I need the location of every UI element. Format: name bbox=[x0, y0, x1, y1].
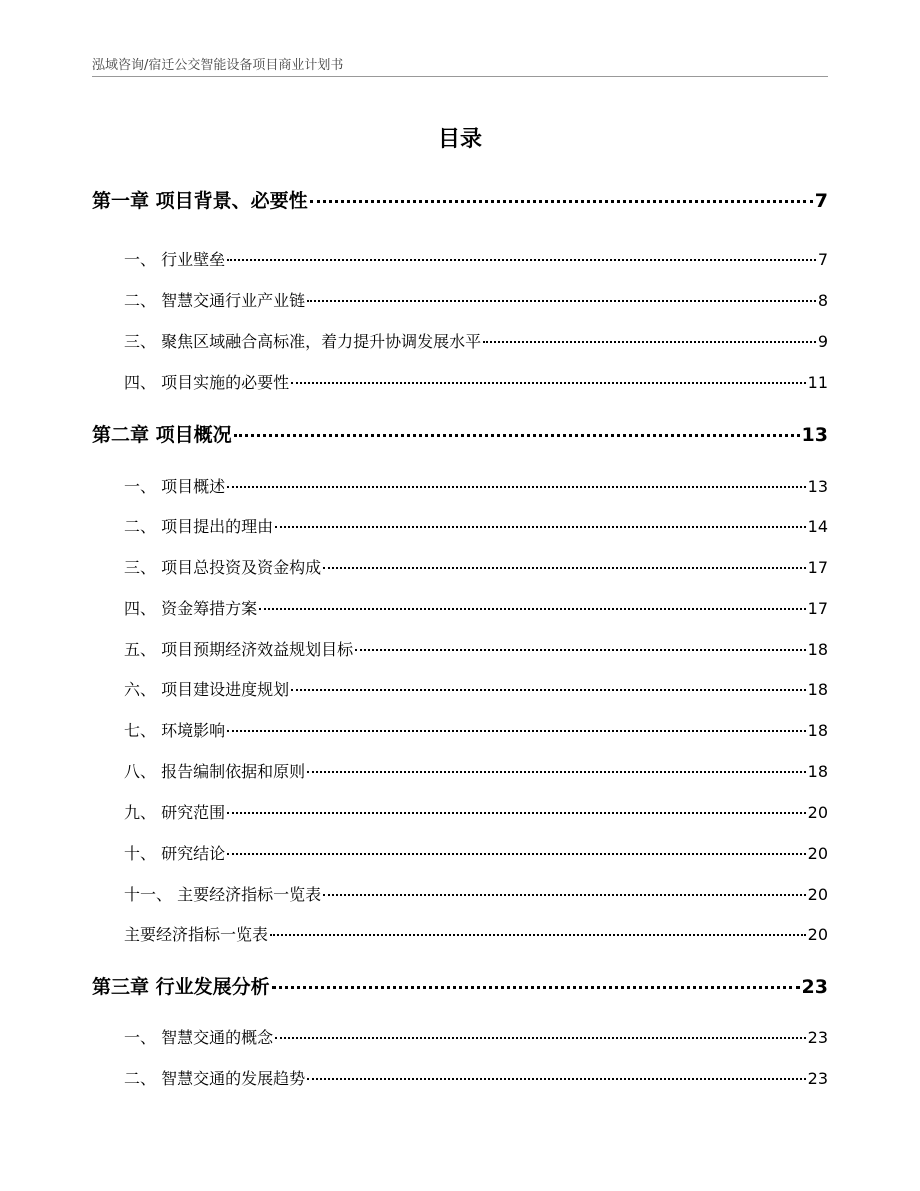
toc-entry-chapter[interactable] bbox=[92, 972, 828, 999]
toc-entry-section[interactable] bbox=[92, 329, 828, 352]
toc-entry-page: 20 bbox=[807, 844, 828, 863]
toc-entry-page: 20 bbox=[807, 885, 828, 904]
toc-entry-label: 二、 智慧交通的发展趋势 bbox=[124, 1069, 306, 1088]
toc-entry-label: 第三章 行业发展分析 bbox=[92, 976, 270, 998]
toc-entry-chapter[interactable] bbox=[92, 420, 828, 447]
toc-leader-dots bbox=[259, 608, 806, 610]
toc-leader-dots bbox=[275, 526, 806, 528]
toc-entry-section[interactable] bbox=[92, 514, 828, 537]
toc-entry-label: 二、 智慧交通行业产业链 bbox=[124, 291, 306, 310]
toc-entry-label: 九、 研究范围 bbox=[124, 803, 226, 822]
running-header: 泓域咨询/宿迁公交智能设备项目商业计划书 bbox=[92, 58, 344, 73]
toc-entry-label: 四、 项目实施的必要性 bbox=[124, 373, 290, 392]
toc-entry-page: 23 bbox=[807, 1028, 828, 1047]
toc-entry-page: 11 bbox=[807, 373, 828, 392]
toc-entry-page: 18 bbox=[807, 680, 828, 699]
toc-entry-label: 十一、 主要经济指标一览表 bbox=[124, 885, 322, 904]
toc-leader-dots bbox=[227, 486, 806, 488]
toc-leader-dots bbox=[227, 853, 806, 855]
toc-entry-label: 第一章 项目背景、必要性 bbox=[92, 190, 308, 212]
toc-entry-label: 主要经济指标一览表 bbox=[124, 925, 269, 944]
toc-leader-dots bbox=[291, 689, 806, 691]
toc-entry-label: 八、 报告编制依据和原则 bbox=[124, 762, 306, 781]
toc-entry-section[interactable] bbox=[92, 800, 828, 823]
toc-entry-chapter[interactable] bbox=[92, 186, 828, 213]
toc-leader-dots bbox=[227, 730, 806, 732]
toc-leader-dots bbox=[310, 200, 813, 203]
toc-entry-page: 13 bbox=[807, 477, 828, 496]
toc-entry-section[interactable] bbox=[92, 637, 828, 660]
toc-leader-dots bbox=[307, 1078, 806, 1080]
toc-entry-section[interactable] bbox=[92, 1025, 828, 1048]
toc-entry-section[interactable] bbox=[92, 841, 828, 864]
toc-leader-dots bbox=[234, 434, 800, 437]
toc-entry-label: 三、 聚焦区域融合高标准，着力提升协调发展水平 bbox=[124, 332, 482, 351]
toc-entry-label: 四、 资金筹措方案 bbox=[124, 599, 258, 618]
toc-entry-label: 一、 行业壁垒 bbox=[124, 250, 226, 269]
header-divider bbox=[92, 76, 828, 77]
toc-entry-page: 20 bbox=[807, 803, 828, 822]
toc-entry-label: 六、 项目建设进度规划 bbox=[124, 680, 290, 699]
toc-entry-page: 13 bbox=[801, 424, 828, 446]
toc-entry-label: 二、 项目提出的理由 bbox=[124, 517, 274, 536]
toc-entry-section[interactable] bbox=[92, 596, 828, 619]
toc-leader-dots bbox=[323, 894, 806, 896]
toc-leader-dots bbox=[272, 986, 800, 989]
toc-leader-dots bbox=[307, 771, 806, 773]
toc-entry-section[interactable] bbox=[92, 718, 828, 741]
toc-leader-dots bbox=[307, 300, 816, 302]
toc-entry-page: 17 bbox=[807, 599, 828, 618]
toc-entry-section[interactable] bbox=[92, 759, 828, 782]
toc-entry-section[interactable] bbox=[92, 288, 828, 311]
toc-entry-page: 23 bbox=[801, 976, 828, 998]
toc-entry-page: 9 bbox=[817, 332, 828, 351]
toc-entry-section[interactable] bbox=[92, 555, 828, 578]
toc-leader-dots bbox=[227, 259, 816, 261]
toc-entry-section[interactable] bbox=[92, 370, 828, 393]
toc-entry-label: 七、 环境影响 bbox=[124, 721, 226, 740]
toc-leader-dots bbox=[227, 812, 806, 814]
toc-entry-page: 14 bbox=[807, 517, 828, 536]
toc-entry-page: 8 bbox=[817, 291, 828, 310]
toc-leader-dots bbox=[270, 934, 806, 936]
toc-entry-page: 18 bbox=[807, 640, 828, 659]
toc-entry-page: 18 bbox=[807, 721, 828, 740]
toc-entry-page: 20 bbox=[807, 925, 828, 944]
toc-entry-section[interactable] bbox=[92, 474, 828, 497]
toc-entry-section[interactable] bbox=[92, 882, 828, 905]
page-title: 目录 bbox=[437, 127, 482, 152]
toc-leader-dots bbox=[355, 649, 806, 651]
toc-entry-section[interactable] bbox=[92, 1066, 828, 1089]
toc-entry-page: 7 bbox=[817, 250, 828, 269]
toc-entry-label: 三、 项目总投资及资金构成 bbox=[124, 558, 322, 577]
toc-leader-dots bbox=[323, 567, 806, 569]
toc-leader-dots bbox=[275, 1037, 806, 1039]
toc-entry-label: 第二章 项目概况 bbox=[92, 424, 232, 446]
toc-entry-page: 23 bbox=[807, 1069, 828, 1088]
toc-leader-dots bbox=[483, 341, 816, 343]
toc-entry-section[interactable] bbox=[92, 677, 828, 700]
toc-entry-label: 十、 研究结论 bbox=[124, 844, 226, 863]
toc-entry-section[interactable] bbox=[92, 247, 828, 270]
toc-entry-page: 17 bbox=[807, 558, 828, 577]
toc-entry-page: 18 bbox=[807, 762, 828, 781]
toc-entry-section[interactable] bbox=[92, 922, 828, 945]
toc-entry-label: 五、 项目预期经济效益规划目标 bbox=[124, 640, 354, 659]
toc-entry-page: 7 bbox=[814, 190, 828, 212]
toc-entry-label: 一、 智慧交通的概念 bbox=[124, 1028, 274, 1047]
toc-leader-dots bbox=[291, 382, 806, 384]
toc-entry-label: 一、 项目概述 bbox=[124, 477, 226, 496]
